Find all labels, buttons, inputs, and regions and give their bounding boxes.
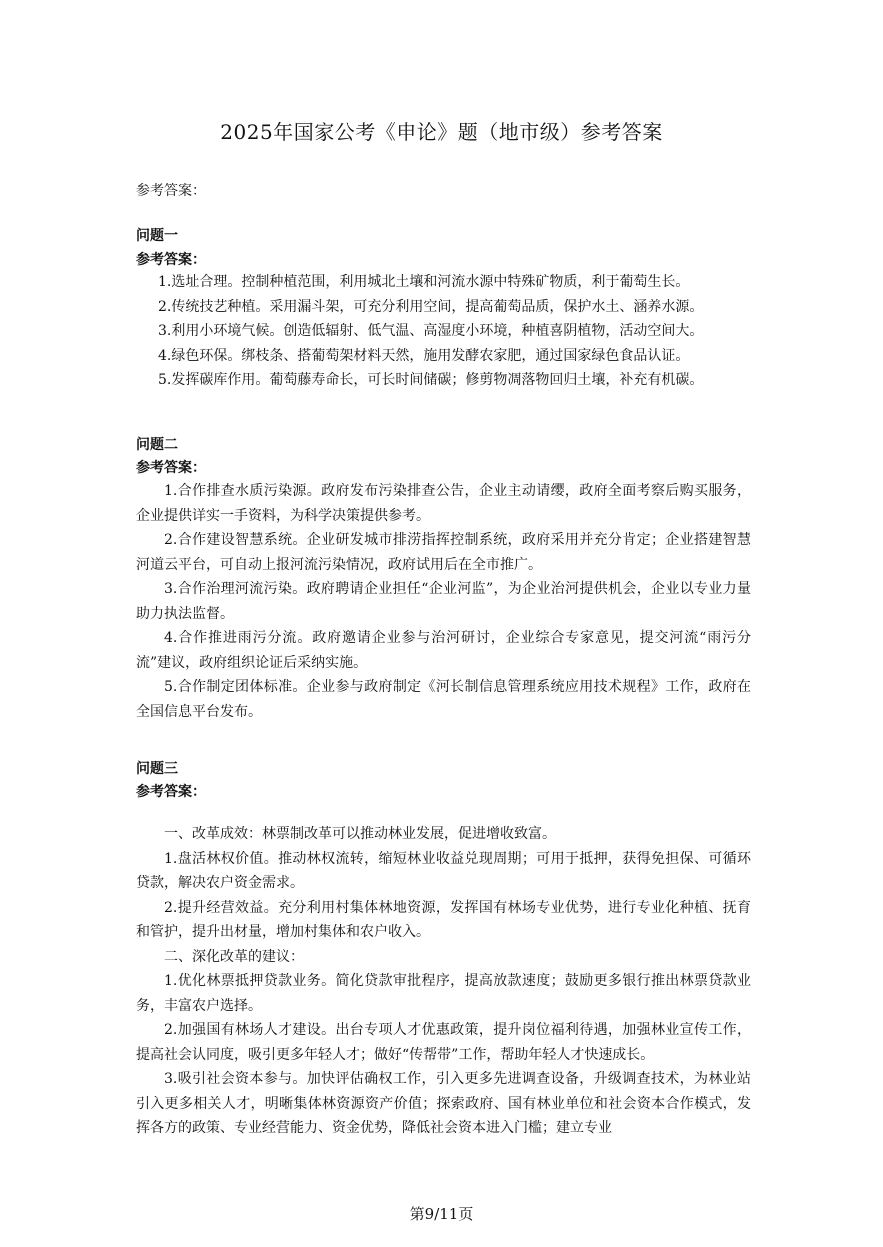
q1-answer-label: 参考答案： [136,252,206,268]
q3-paragraph: 1.优化林票抵押贷款业务。简化贷款审批程序，提高放款速度；鼓励更多银行推出林票贷款业务，丰富农户选择。 [136,973,751,1014]
q1-item: 1.选址合理。控制种植范围，利用城北土壤和河流水源中特殊矿物质，利于葡萄生长。 [158,274,690,290]
q2-answer-label: 参考答案： [136,460,206,476]
q3-paragraph: 一、改革成效：林票制改革可以推动林业发展，促进增收致富。 [164,826,556,842]
q3-answer-body [136,822,751,1141]
q1-answer-list [136,270,756,393]
q1-item: 4.绿色环保。绑枝条、搭葡萄架材料天然，施用发酵农家肥，通过国家绿色食品认证。 [158,347,690,364]
intro-label: 参考答案： [136,183,206,199]
q2-answer-body [136,479,751,724]
q1-item: 2.传统技艺种植。采用漏斗架，可充分利用空间，提高葡萄品质，保护水土、涵养水源。 [158,298,704,315]
q2-paragraph: 3.合作治理河流污染。政府聘请企业担任“企业河监”，为企业治河提供机会，企业以专业力量助力执法监督。 [136,581,751,622]
q3-heading: 问题三 [136,761,178,777]
q3-paragraph: 2.提升经营效益。充分利用村集体林地资源，发挥国有林场专业优势，进行专业化种植、抚育和管护，提升出材量，增加村集体和农户收入。 [136,899,751,940]
page-number: 第9/11页 [409,1205,474,1223]
q3-paragraph: 2.加强国有林场人才建设。出台专项人才优惠政策，提升岗位福利待遇，加强林业宣传工作，提高社会认同度，吸引更多年轻人才；做好“传帮带”工作，帮助年轻人才快速成长。 [136,1022,751,1063]
q1-item: 3.利用小环境气候。创造低辐射、低气温、高湿度小环境，种植喜阴植物，活动空间大。 [158,323,704,339]
q1-item: 5.发挥碳库作用。葡萄藤寿命长，可长时间储碳；修剪物凋落物回归土壤，补充有机碳。 [158,372,704,388]
q2-paragraph: 2.合作建设智慧系统。企业研发城市排涝指挥控制系统，政府采用并充分肯定；企业搭建智慧河道云平台，可自动上报河流污染情况，政府试用后在全市推广。 [136,532,751,573]
q3-answer-label: 参考答案： [136,784,206,800]
q1-heading: 问题一 [136,228,178,244]
q3-paragraph: 二、深化改革的建议： [164,948,304,965]
q3-paragraph: 1.盘活林权价值。推动林权流转，缩短林业收益兑现周期；可用于抵押，获得免担保、可循环贷款，解决农户资金需求。 [136,850,751,891]
q2-heading: 问题二 [136,437,178,453]
q3-paragraph: 3.吸引社会资本参与。加快评估确权工作，引入更多先进调查设备，升级调查技术，为林业站引入更多相关人才，明晰集体林资源资产价值；探索政府、国有林业单位和社会资本合作模式，发挥各方的政策、专业经营能力、资金优势，降低社会资本进入门槛；建立专业 [136,1071,751,1136]
q2-paragraph: 1.合作排查水质污染源。政府发布污染排查公告，企业主动请缨，政府全面考察后购买服务，企业提供详实一手资料，为科学决策提供参考。 [136,483,751,524]
page-title: 2025年国家公考《申论》题（地市级）参考答案 [220,120,663,144]
q2-paragraph: 4.合作推进雨污分流。政府邀请企业参与治河研讨，企业综合专家意见，提交河流“雨污分流”建议，政府组织论证后采纳实施。 [136,630,751,671]
q2-paragraph: 5.合作制定团体标准。企业参与政府制定《河长制信息管理系统应用技术规程》工作，政府在全国信息平台发布。 [136,679,751,720]
